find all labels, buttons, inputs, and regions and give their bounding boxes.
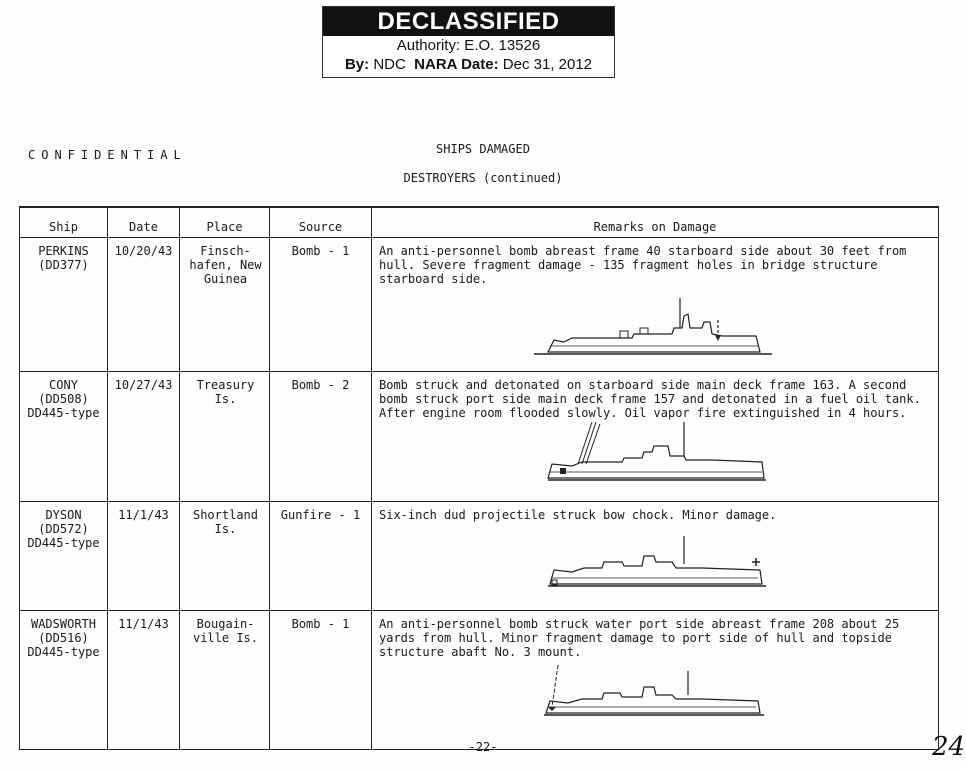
- document-subheading: DESTROYERS (continued): [403, 171, 563, 185]
- place-line: ville Is.: [192, 631, 259, 645]
- column-header-date: Date: [108, 207, 180, 238]
- table-row: [20, 611, 939, 750]
- place-cell: [180, 502, 270, 611]
- remarks-cell: [372, 238, 939, 372]
- stamp-by-line: [323, 55, 614, 74]
- table-row: [20, 372, 939, 502]
- ship-hull-number: (DD516): [38, 631, 89, 645]
- remarks-text: Six-inch dud projectile struck bow chock. Minor damage.: [379, 508, 777, 522]
- column-header-source: Source: [270, 207, 372, 238]
- column-header-place: Place: [180, 207, 270, 238]
- date-cell: 11/1/43: [108, 502, 180, 611]
- source-cell: Bomb - 1: [270, 238, 372, 372]
- remarks-text: An anti-personnel bomb abreast frame 40 starboard side about 30 feet from hull. Severe fragment damage - 135 fragment holes in bridge structure starboard side.: [379, 244, 907, 286]
- stamp-by-label: By:: [344, 56, 370, 73]
- place-cell: [180, 611, 270, 750]
- ship-silhouette-diagram: [372, 502, 942, 604]
- column-header-ship: Ship: [20, 207, 108, 238]
- table-row: [20, 238, 939, 372]
- ship-hull-number: (DD508): [38, 392, 89, 406]
- date-cell: 11/1/43: [108, 611, 180, 750]
- place-cell: [180, 238, 270, 372]
- stamp-nara-value: Dec 31, 2012: [502, 56, 593, 73]
- classification-label: CONFIDENTIAL: [28, 148, 187, 162]
- ship-cell: [20, 238, 108, 372]
- document-heading: SHIPS DAMAGED: [436, 142, 530, 156]
- stamp-nara-label: NARA Date:: [414, 56, 499, 73]
- stamp-title: DECLASSIFIED: [323, 7, 614, 36]
- table-row: [20, 502, 939, 611]
- remarks-cell: [372, 502, 939, 611]
- place-line: Shortland: [192, 508, 259, 522]
- ship-type: DD445-type: [27, 406, 100, 420]
- source-cell: Bomb - 2: [270, 372, 372, 502]
- ship-hull-number: (DD572): [38, 522, 89, 536]
- place-line: Is.: [214, 392, 237, 406]
- ship-name: DYSON: [45, 508, 82, 522]
- remarks-cell: [372, 611, 939, 750]
- ship-type: DD445-type: [27, 645, 100, 659]
- ship-cell: [20, 611, 108, 750]
- source-cell: Bomb - 1: [270, 611, 372, 750]
- place-cell: [180, 372, 270, 502]
- remarks-text: Bomb struck and detonated on starboard side main deck frame 163. A second bomb struck port side main deck frame 157 and detonated in a fuel oil tank. After engine room flooded slowly. Oil vapor fire extinguished in 4 hours.: [379, 378, 921, 420]
- ship-name: CONY: [49, 378, 78, 392]
- remarks-cell: [372, 372, 939, 502]
- ship-name: WADSWORTH: [30, 617, 97, 631]
- place-line: Finsch-: [200, 244, 251, 258]
- source-cell: Gunfire - 1: [270, 502, 372, 611]
- place-line: Treasury: [196, 378, 255, 392]
- column-header-remarks: Remarks on Damage: [372, 207, 939, 238]
- ship-silhouette-diagram: [372, 611, 942, 743]
- declassified-stamp: [322, 6, 615, 78]
- stamp-by-value: NDC: [373, 56, 406, 73]
- ships-damaged-table: [19, 206, 939, 750]
- table-header-row: [20, 207, 939, 238]
- page-number: -22-: [468, 740, 498, 754]
- handwritten-page-number: 24: [932, 732, 966, 762]
- ship-cell: [20, 502, 108, 611]
- place-line: Guinea: [203, 272, 248, 286]
- date-cell: 10/27/43: [108, 372, 180, 502]
- ship-silhouette-diagram: [372, 238, 942, 365]
- date-cell: 10/20/43: [108, 238, 180, 372]
- ship-silhouette-diagram: [372, 372, 942, 495]
- place-line: hafen, New: [189, 258, 262, 272]
- stamp-authority: Authority: E.O. 13526: [396, 37, 541, 54]
- ship-hull-number: (DD377): [38, 258, 89, 272]
- ship-cell: [20, 372, 108, 502]
- place-line: Bougain-: [196, 617, 255, 631]
- ship-name: PERKINS: [38, 244, 89, 258]
- place-line: Is.: [214, 522, 237, 536]
- ship-type: DD445-type: [27, 536, 100, 550]
- remarks-text: An anti-personnel bomb struck water port side abreast frame 208 about 25 yards from hull. Minor fragment damage to port side of hull and topside structure abaft No. 3 mount.: [379, 617, 900, 659]
